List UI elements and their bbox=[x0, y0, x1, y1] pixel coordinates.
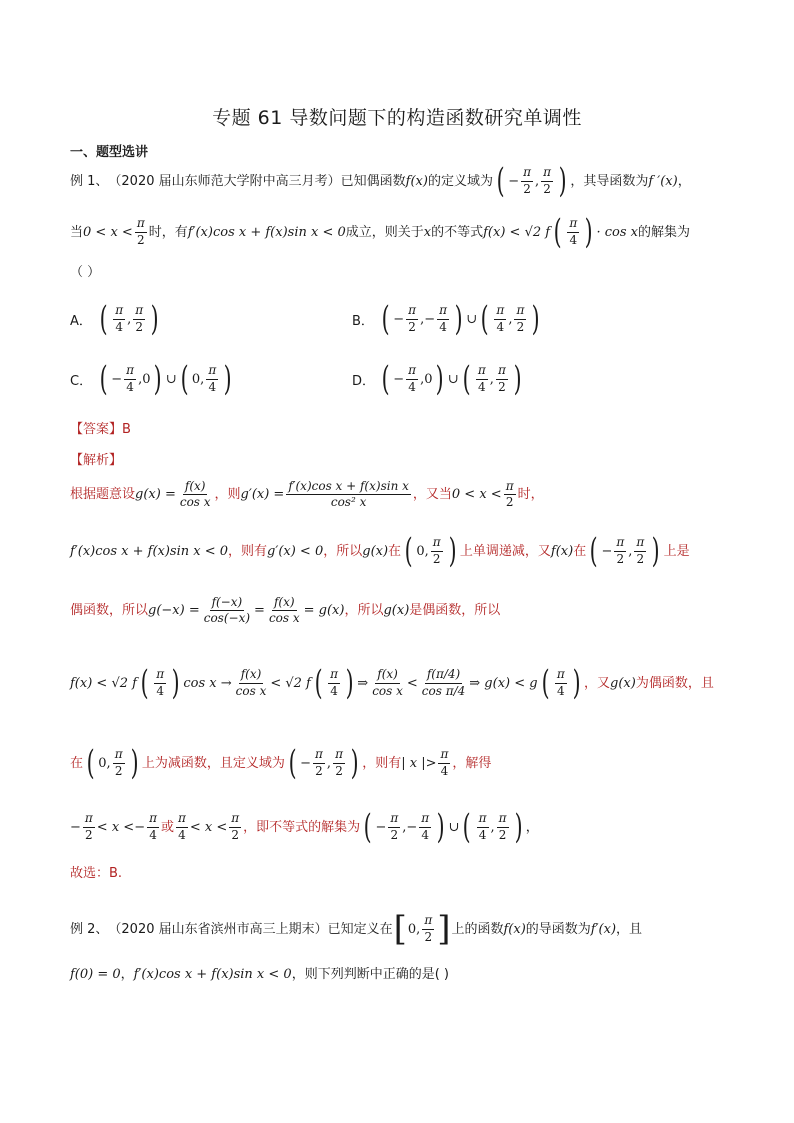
analysis-text: 在 bbox=[573, 543, 587, 559]
analysis-text: 上为减函数，且定义域为 bbox=[141, 755, 285, 771]
math-g: = g(x) bbox=[303, 603, 345, 619]
frac-fx-cosx: $\frac{f(x)}{\text{cos x}}$ bbox=[179, 479, 211, 510]
frac-fx-cosx: $\frac{f(x)}{\text{cos x}}$ bbox=[268, 595, 300, 626]
frac-pi-2: $\frac{\pi}{2}$ bbox=[543, 165, 552, 196]
math-g: ⇒ g(x) < g bbox=[469, 675, 538, 691]
math-ineq: f(x) < √2 f bbox=[483, 224, 551, 240]
analysis-text: 为偶函数，且 bbox=[635, 675, 714, 691]
option-b: B． ( − $\frac{\pi}{2}$ ,− $\frac{\pi}{4}$ ) ∪ ( $\frac{\pi}{4}$ , $\frac{\pi}{2}$ ) bbox=[352, 299, 540, 339]
ex2-text: 上的函数 bbox=[451, 921, 504, 937]
frac-fpi4-cospi4: $\frac{f(\pi/4)}{\text{cos π/4}}$ bbox=[421, 667, 466, 698]
ex1-text: ，其导函数为 bbox=[570, 173, 649, 189]
math-cosx: · cos x bbox=[596, 224, 639, 240]
analysis-line-3: 偶函数，所以 g(−x) = $\frac{f(-x)}{\cos(-x)}$ = $\frac{f(x)}{\text{cos x}}$ = g(x) ，所以 g(x) 是偶函数，所以 bbox=[70, 595, 501, 626]
analysis-text: 上是 bbox=[663, 543, 690, 559]
analysis-line-6: − $\frac{\pi}{2}$ < x < − $\frac{\pi}{4}$ 或 $\frac{\pi}{4}$ < x < $\frac{\pi}{2}$ ，即不等式的解集为 ( − $\frac{\pi}{2}$ ,− $\frac{\pi}{4}$ ) ∪ ( $\frac{\pi}{4}$ , $\frac{\pi}{2}$ ) ， bbox=[70, 807, 539, 847]
math-abs: | x |> bbox=[401, 755, 437, 771]
math-ineq: f(x) < √2 f bbox=[70, 675, 137, 691]
analysis-text: 时， bbox=[517, 487, 544, 503]
answer-label: 【答案】 bbox=[70, 422, 123, 437]
ex1-line-2 bbox=[70, 212, 734, 252]
math-g-neg: g(−x) = bbox=[148, 603, 200, 619]
ex2-text: 已知定义在 bbox=[327, 921, 393, 937]
math-ineq: 0 < x < bbox=[451, 487, 502, 503]
ex2-text: 的导函数为 bbox=[525, 921, 591, 937]
select-line bbox=[70, 867, 734, 880]
math-g: g(x) bbox=[362, 543, 389, 559]
math-condition: f′(x)cos x + f(x)sin x < 0 bbox=[70, 543, 229, 559]
frac-pi-2: $\frac{\pi}{2}$ bbox=[136, 216, 145, 247]
ex1-text: 当 bbox=[70, 224, 84, 240]
math-ineq: < √2 f bbox=[270, 675, 311, 691]
ex2-text: ，且 bbox=[616, 921, 643, 937]
ex1-text: 时，有 bbox=[148, 224, 188, 240]
section-heading: 一、题型选讲 bbox=[70, 145, 149, 160]
analysis-text: ， bbox=[525, 819, 539, 835]
paren: ( bbox=[496, 161, 505, 201]
option-c: C． ( − $\frac{\pi}{4}$ ,0 ) ∪ ( 0, $\frac{\pi}{4}$ ) bbox=[70, 359, 232, 399]
page-title: 专题 61 导数问题下的构造函数研究单调性 bbox=[212, 107, 582, 129]
analysis-line-1 bbox=[70, 480, 734, 509]
analysis-text: 在 bbox=[70, 755, 84, 771]
math-ineq: < x < bbox=[96, 819, 135, 835]
option-label: B． bbox=[352, 313, 374, 329]
analysis-text: ，即不等式的解集为 bbox=[243, 819, 361, 835]
math-fp: f′(x) bbox=[590, 921, 617, 937]
paren: ) bbox=[584, 212, 593, 252]
math-gp: g′(x) = bbox=[240, 487, 285, 503]
frac-pi-2: $\frac{\pi}{2}$ bbox=[505, 479, 514, 510]
analysis-text: 是偶函数，所以 bbox=[409, 603, 501, 619]
math-comma: , bbox=[535, 173, 540, 189]
math-condition: f′(x)cos x + f(x)sin x < 0 bbox=[187, 224, 346, 240]
math-f: f(x) bbox=[503, 921, 526, 937]
analysis-text: ，所以 bbox=[344, 603, 384, 619]
analysis-label-line bbox=[70, 454, 734, 467]
answer-line bbox=[70, 423, 734, 436]
analysis-text: 或 bbox=[160, 819, 174, 835]
ex2-text: ， bbox=[120, 967, 134, 982]
frac-fmx: $\frac{f(-x)}{\cos(-x)}$ bbox=[203, 595, 251, 626]
analysis-text: ，则 bbox=[214, 487, 241, 503]
answer-blank: （ ） bbox=[70, 265, 101, 280]
math-fpx: f ′(x) bbox=[648, 173, 678, 189]
math-g: g(x) bbox=[610, 675, 636, 691]
analysis-text: ，又当 bbox=[412, 487, 452, 503]
math-ineq: 0 < x < bbox=[83, 224, 133, 240]
ex2-source: （2020 届山东省滨州市高三上期末） bbox=[108, 921, 328, 937]
ex2-text: ，则下列判断中正确的是( ) bbox=[291, 967, 449, 982]
math-gp: g′(x) < 0 bbox=[267, 543, 324, 559]
math-implies: ⇒ bbox=[357, 675, 369, 691]
analysis-label: 【解析】 bbox=[70, 453, 123, 468]
ex1-line-1 bbox=[70, 161, 734, 201]
math-f: f(x) bbox=[550, 543, 574, 559]
analysis-text: 根据题意设 bbox=[70, 487, 136, 503]
analysis-text: ，所以 bbox=[323, 543, 363, 559]
frac-pi-2: $\frac{\pi}{2}$ bbox=[523, 165, 532, 196]
option-label: C． bbox=[70, 373, 93, 389]
math-cos: cos x → bbox=[183, 675, 232, 691]
ex1-text: 成立，则关于 bbox=[345, 224, 424, 240]
ex1-text: 已知偶函数 bbox=[340, 173, 406, 189]
paren: ( bbox=[553, 212, 562, 252]
analysis-text: ，则有 bbox=[228, 543, 268, 559]
analysis-line-2: f′(x)cos x + f(x)sin x < 0 ，则有 g′(x) < 0 ，所以 g(x) 在 ( 0, $\frac{\pi}{2}$ ) 上单调递减，又 f(x) 在 ( − $\frac{\pi}{2}$ , $\frac{\pi}{2}$ ) 上是 bbox=[70, 531, 690, 571]
math-g: g(x) = bbox=[135, 487, 176, 503]
answer-value: B bbox=[122, 422, 131, 437]
select-text: 故选：B. bbox=[70, 866, 123, 881]
ex1-text: 的不等式 bbox=[431, 224, 484, 240]
ex1-text: 的定义域为 bbox=[427, 173, 493, 189]
math-g: g(x) bbox=[383, 603, 410, 619]
option-label: D． bbox=[352, 373, 376, 389]
ex1-source: （2020 届山东师范大学附中高三月考） bbox=[108, 173, 341, 189]
paren: ) bbox=[558, 161, 567, 201]
math-lt: < bbox=[406, 675, 418, 691]
frac-gprime: $\frac{\text{f′(x)cos x + f(x)sin x}}{\text{cos² x}}$ bbox=[288, 479, 409, 510]
math-minus: − bbox=[508, 173, 520, 189]
frac-pi-4: $\frac{\pi}{4}$ bbox=[569, 216, 578, 247]
math-f0: f(0) = 0 bbox=[70, 967, 121, 982]
analysis-text: ，解得 bbox=[452, 755, 492, 771]
analysis-text: 在 bbox=[388, 543, 402, 559]
analysis-text: ，则有 bbox=[362, 755, 402, 771]
math-ineq: < x < bbox=[189, 819, 228, 835]
ex2-line-2 bbox=[70, 968, 734, 981]
ex2-line-1: 例 2、 （2020 届山东省滨州市高三上期末） 已知定义在 [ 0, $\frac{\pi}{2}$ ] 上的函数 f(x) 的导函数为 f′(x) ，且 bbox=[70, 909, 643, 949]
analysis-text: 偶函数，所以 bbox=[70, 603, 149, 619]
ex1-label: 例 1、 bbox=[70, 173, 109, 189]
option-d: D． ( − $\frac{\pi}{4}$ ,0 ) ∪ ( $\frac{\pi}{4}$ , $\frac{\pi}{2}$ ) bbox=[352, 359, 522, 399]
option-a: A． ( $\frac{\pi}{4}$ , $\frac{\pi}{2}$ ) bbox=[70, 299, 159, 339]
analysis-text: ，又 bbox=[584, 675, 611, 691]
ex1-text: 的解集为 bbox=[638, 224, 691, 240]
math-fx: f(x) bbox=[405, 173, 428, 189]
option-label: A． bbox=[70, 313, 92, 329]
math-x: x bbox=[423, 224, 432, 240]
ex1-text: ， bbox=[677, 173, 691, 189]
analysis-text: 上单调递减，又 bbox=[459, 543, 551, 559]
analysis-line-4: f(x) < √2 f ( $\frac{\pi}{4}$ ) cos x → $\frac{f(x)}{\text{cos x}}$ < √2 f ( $\frac{\pi}{4}$ ) ⇒ $\frac{f(x)}{\text{cos x}}$ < $\frac{f(\pi/4)}{\text{cos π/4}}$ ⇒ g(x) < g ( $\frac{\pi}{4}$ ) ，又 g(x) 为偶函数，且 bbox=[70, 663, 714, 703]
math-condition: f′(x)cos x + f(x)sin x < 0 bbox=[133, 967, 292, 982]
analysis-line-5: 在 ( 0, $\frac{\pi}{2}$ ) 上为减函数，且定义域为 ( − $\frac{\pi}{2}$ , $\frac{\pi}{2}$ ) ，则有 | x |> $\frac{\pi}{4}$ ，解得 bbox=[70, 743, 492, 783]
ex1-answer-paren bbox=[70, 266, 734, 279]
ex2-label: 例 2、 bbox=[70, 921, 109, 937]
